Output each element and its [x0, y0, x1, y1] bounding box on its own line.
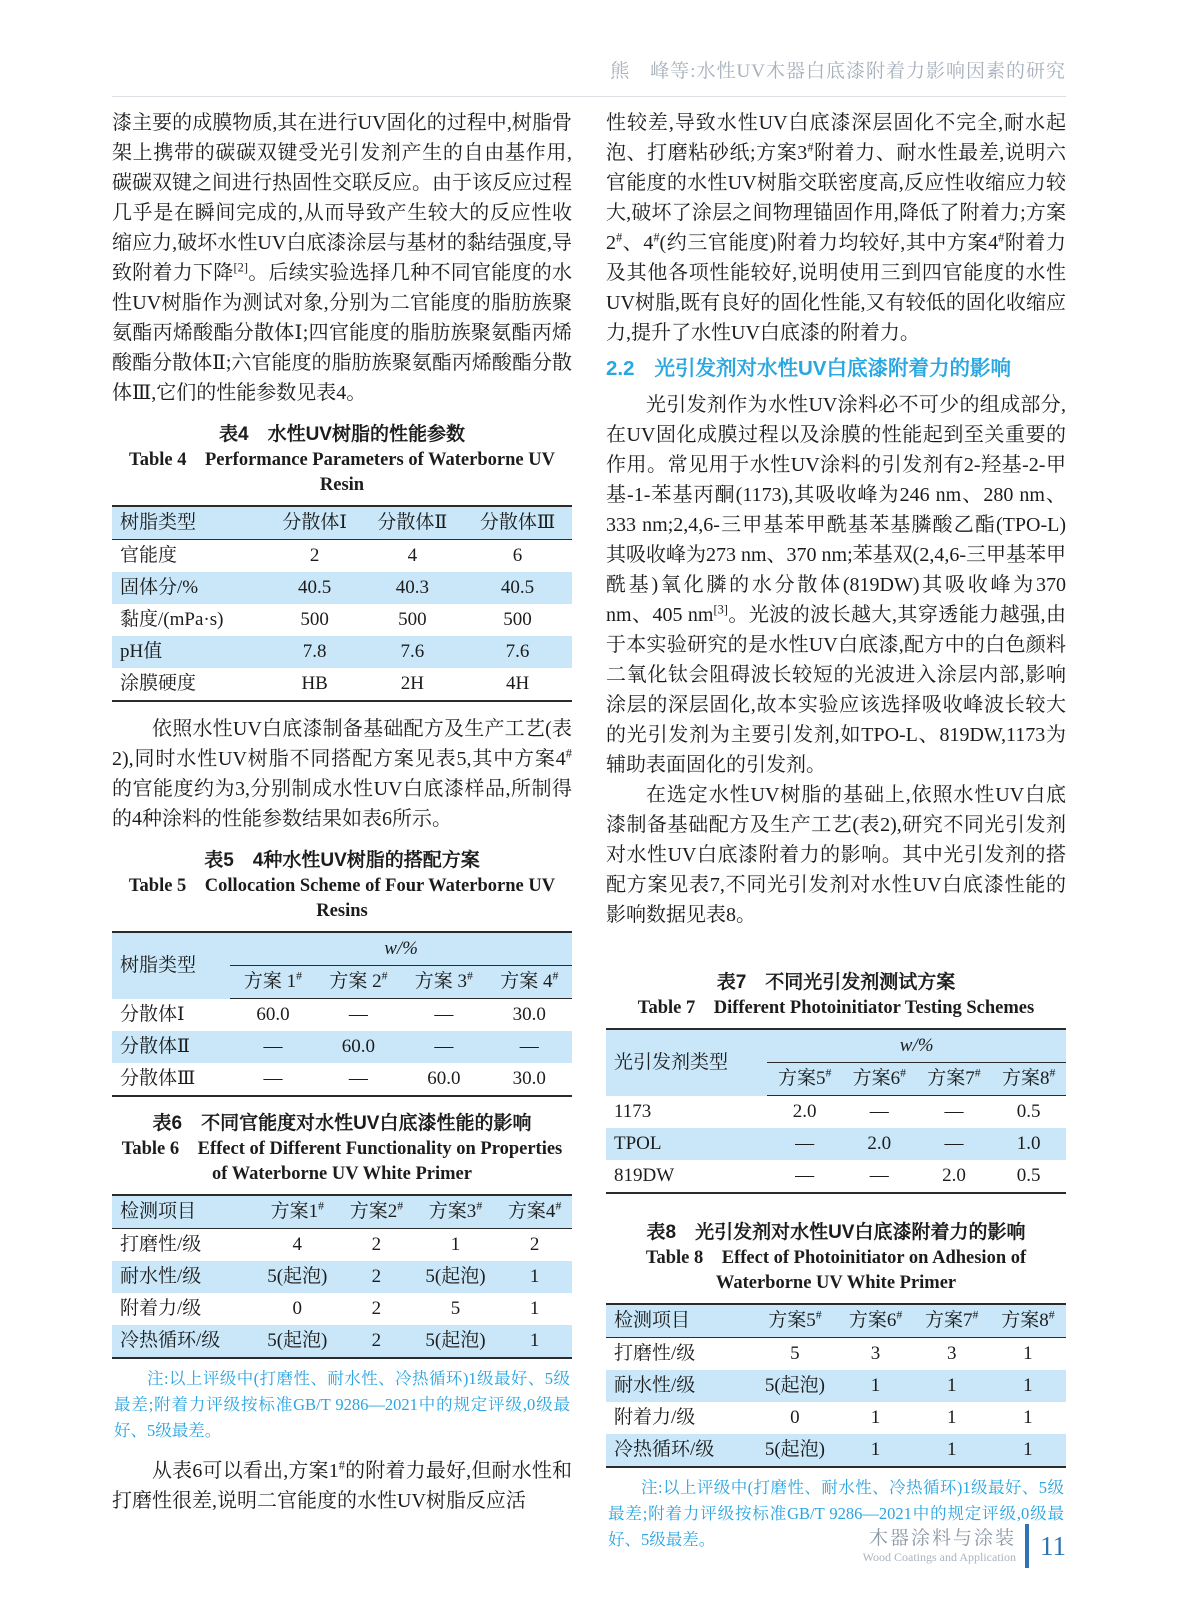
table-row: [606, 1128, 1066, 1160]
table-cell: —: [434, 1004, 454, 1025]
table-cell: 方案 3#: [401, 966, 486, 999]
paragraph-conclusion-continued: 性较差,导致水性UV白底漆深层固化不完全,耐水起泡、打磨粘砂纸;方案3#附着力、耐水性最差,说明六官能度的水性UV树脂交联密度高,反应性收缩应力较大,破坏了涂层之间物理锚固作用,降低了附着力;方案2#、4#(约三官能度)附着力均较好,其中方案4#附着力及其他各项性能较好,说明使用三到四官能度的水性UV树脂,既有良好的固化性能,又有较低的固化收缩应力,提升了水性UV白底漆的附着力。: [606, 112, 1067, 344]
page-number: 11: [1040, 1530, 1066, 1561]
table-cell: 方案8#: [991, 1063, 1066, 1096]
table-cell: 4: [407, 545, 418, 566]
table-row: [112, 1325, 572, 1358]
table-cell: 2: [371, 1234, 382, 1255]
table-cell: —: [263, 1068, 283, 1089]
table7-photoinitiator-schemes: [606, 1028, 1066, 1194]
table-cell: 1: [1023, 1343, 1033, 1364]
table-cell: 5(起泡): [764, 1375, 825, 1396]
table-cell: 黏度/(mPa·s): [120, 609, 224, 630]
table-cell: 方案3#: [414, 1195, 498, 1229]
table-cell: 冷热循环/级: [120, 1330, 221, 1351]
table-cell: 5(起泡): [267, 1266, 328, 1287]
table-cell: —: [944, 1133, 964, 1154]
table-cell: 500: [503, 609, 532, 630]
table-cell: 方案7#: [917, 1063, 992, 1096]
table-cell: 1: [1023, 1375, 1033, 1396]
table-cell: 附着力/级: [614, 1407, 696, 1428]
table-cell: 60.0: [341, 1036, 376, 1057]
table4-caption-en: Table 4 Performance Parameters of Waterborne UV Resin: [129, 450, 555, 495]
table5-caption-zh: 表5 4种水性UV树脂的搭配方案: [204, 850, 480, 871]
table-cell: 分散体Ⅰ: [120, 1003, 185, 1025]
table-cell: 5: [790, 1343, 800, 1364]
table-cell: 4: [292, 1234, 303, 1255]
table-row: [112, 1031, 572, 1063]
table-cell: 官能度: [120, 545, 178, 566]
table-cell: 2.0: [942, 1165, 966, 1186]
table-cell: —: [263, 1036, 283, 1057]
table-cell: 1: [946, 1375, 957, 1396]
table-cell: 0.5: [1016, 1165, 1041, 1186]
table-cell: 附着力/级: [120, 1298, 202, 1319]
table-cell: 1: [870, 1439, 881, 1460]
table-cell: 方案6#: [837, 1304, 913, 1338]
table-cell: 2: [529, 1234, 540, 1255]
table8-caption-zh: 表8 光引发剂对水性UV白底漆附着力的影响: [646, 1222, 1026, 1243]
table-cell: 2.0: [867, 1133, 892, 1154]
table-cell: 1173: [614, 1100, 652, 1122]
table-cell: —: [795, 1165, 815, 1186]
table-cell: 5(起泡): [425, 1266, 486, 1287]
table-cell: 2: [371, 1330, 382, 1351]
table-cell: 1: [529, 1330, 540, 1351]
table6-caption-zh: 表6 不同官能度对水性UV白底漆性能的影响: [152, 1113, 532, 1134]
table-cell: 0: [292, 1298, 303, 1319]
table-cell: HB: [301, 673, 328, 694]
journal-name-en: Wood Coatings and Application: [862, 1549, 1016, 1564]
table-cell: 1: [529, 1298, 540, 1319]
table6-functionality-effect: [112, 1194, 572, 1359]
table-cell: 7.6: [400, 641, 425, 662]
table-row: [112, 1261, 572, 1293]
table-cell: 分散体Ⅱ: [362, 506, 463, 540]
table-cell: —: [869, 1165, 889, 1186]
table-cell: 方案5#: [767, 1063, 842, 1096]
table-cell: —: [519, 1036, 539, 1057]
table-cell: 1: [946, 1407, 957, 1428]
table-cell: 2: [309, 545, 320, 566]
table-cell: 40.3: [395, 577, 430, 598]
table8-rating-note: 注:以上评级中(打磨性、耐水性、冷热循环)1级最好、5级最差;附着力评级按标准GB/T 9286—2021中的规定评级,0级最好、5级最差。: [608, 1478, 1064, 1549]
table-cell: 方案 1#: [230, 966, 315, 999]
table-cell: 分散体Ⅲ: [120, 1068, 196, 1089]
table-cell: 2: [371, 1266, 382, 1287]
table-cell: pH值: [120, 641, 163, 662]
table5-caption-en: Table 5 Collocation Scheme of Four Waterborne UV Resins: [128, 876, 556, 921]
table-row: [606, 1338, 1066, 1371]
table8-caption-en: Table 8 Effect of Photoinitiator on Adhesion of Waterborne UV White Primer: [645, 1248, 1027, 1293]
table7-caption-zh: 表7 不同光引发剂测试方案: [716, 972, 956, 993]
page-footer: [863, 1524, 1066, 1568]
table-row: [606, 1434, 1066, 1467]
table-cell: —: [944, 1101, 964, 1122]
table-row: [606, 1096, 1066, 1129]
table8-caption: [612, 1220, 1060, 1296]
table-row: [606, 1160, 1066, 1193]
table6-caption: [118, 1111, 566, 1187]
table-cell: w/%: [230, 932, 572, 966]
table-cell: 30.0: [512, 1068, 546, 1089]
section-title: 光引发剂对水性UV白底漆附着力的影响: [654, 357, 1011, 380]
table-cell: 5(起泡): [764, 1439, 825, 1460]
table-cell: 分散体Ⅱ: [120, 1036, 190, 1057]
table-cell: 检测项目: [112, 1195, 256, 1229]
table-cell: 方案6#: [842, 1063, 917, 1096]
table-row: [112, 1229, 572, 1262]
table-row: [112, 668, 572, 701]
table-cell: 30.0: [512, 1004, 546, 1025]
left-column: [112, 108, 572, 1516]
table-cell: 500: [398, 609, 427, 630]
table-cell: 40.5: [500, 577, 535, 598]
two-column-layout: [112, 108, 1066, 1557]
footer-divider-bar: [1025, 1524, 1029, 1568]
table-cell: 2H: [400, 673, 424, 694]
table-cell: 40.5: [298, 577, 332, 598]
table-row: [606, 1370, 1066, 1402]
table-cell: 分散体Ⅲ: [463, 506, 572, 540]
table-cell: 0.5: [1016, 1101, 1041, 1122]
table-cell: 1: [450, 1234, 461, 1255]
table-cell: 方案7#: [914, 1304, 990, 1338]
table7-caption: [612, 970, 1060, 1021]
table-cell: 1: [870, 1407, 881, 1428]
table-row: [112, 604, 572, 636]
table-cell: 固体分/%: [120, 577, 199, 598]
table-cell: 检测项目: [606, 1304, 752, 1338]
table-cell: 2: [371, 1298, 382, 1319]
table-cell: 1: [529, 1266, 540, 1287]
table8-photoinitiator-adhesion: [606, 1303, 1066, 1468]
table-cell: 树脂类型: [120, 954, 197, 976]
table-cell: —: [795, 1133, 815, 1154]
paragraph-photoinitiator: 光引发剂作为水性UV涂料必不可少的组成部分,在UV固化成膜过程以及涂膜的性能起到至关重要的作用。常见用于水性UV涂料的引发剂有2-羟基-2-甲基-1-苯基丙酮(1173),其吸收峰为246 nm、280 nm、333 nm;2,4,6-三甲基苯甲酰基苯基膦酸乙酯(TPO-L)其吸收峰为273 nm、370 nm;苯基双(2,4,6-三甲基苯甲酰基)氧化膦的水分散体(819DW)其吸收峰为370 nm、405 nm[3]。光波的波长越大,其穿透能力越强,由于本实验研究的是水性UV白底漆,配方中的白色颜料二氧化钛会阻碍波长较短的光波进入涂层内部,影响涂层的深层固化,故本实验应该选择吸收峰波长较大的光引发剂为主要引发剂,如TPO-L、819DW,1173为辅助表面固化的引发剂。: [606, 394, 1066, 776]
table-cell: 500: [300, 609, 329, 630]
table-cell: 5(起泡): [267, 1330, 328, 1351]
table-cell: 1: [946, 1439, 957, 1460]
table-cell: —: [869, 1101, 889, 1122]
table-cell: 1.0: [1016, 1133, 1041, 1154]
table-cell: 5(起泡): [425, 1330, 486, 1351]
table-row: [112, 572, 572, 604]
table-cell: 方案 4#: [487, 966, 572, 999]
table4-caption-zh: 表4 水性UV树脂的性能参数: [219, 424, 465, 445]
section-number: 2.2: [606, 357, 635, 380]
table-cell: 打磨性/级: [120, 1234, 202, 1255]
table-cell: 方案5#: [752, 1304, 837, 1338]
table-cell: 打磨性/级: [614, 1343, 696, 1364]
table-cell: 方案4#: [497, 1195, 572, 1229]
table-cell: 3: [946, 1343, 957, 1364]
table-cell: 60.0: [427, 1068, 461, 1089]
right-column: [606, 108, 1066, 1557]
table-cell: 60.0: [256, 1004, 290, 1025]
table-cell: 分散体Ⅰ: [268, 506, 362, 540]
table6-caption-en: Table 6 Effect of Different Functionality on Properties of Waterborne UV White Primer: [121, 1139, 563, 1184]
table-cell: 方案2#: [339, 1195, 414, 1229]
table-cell: 树脂类型: [112, 506, 268, 540]
section-heading-2-2: [606, 355, 1066, 383]
table-cell: —: [434, 1036, 454, 1057]
table-cell: 4H: [505, 673, 530, 694]
table-cell: 方案1#: [256, 1195, 340, 1229]
table-cell: 1: [1023, 1407, 1033, 1428]
table-cell: 819DW: [614, 1165, 675, 1186]
table5-collocation-scheme: [112, 931, 572, 1097]
paragraph-uv-curing: 漆主要的成膜物质,其在进行UV固化的过程中,树脂骨架上携带的碳碳双键受光引发剂产生的自由基作用,碳碳双键之间进行热固性交联反应。由于该反应过程几乎是在瞬间完成的,从而导致产生较大的反应性收缩应力,破坏水性UV白底漆涂层与基材的黏结强度,导致附着力下降[2]。后续实验选择几种不同官能度的水性UV树脂作为测试对象,分别为二官能度的脂肪族聚氨酯丙烯酸酯分散体Ⅰ;四官能度的脂肪族聚氨酯丙烯酸酯分散体Ⅱ;六官能度的脂肪族聚氨酯丙烯酸酯分散体Ⅲ,它们的性能参数见表4。: [112, 112, 573, 404]
table-cell: 3: [870, 1343, 881, 1364]
table-cell: 光引发剂类型: [614, 1051, 729, 1073]
table4-caption: [118, 422, 566, 498]
paragraph-table6-conclusion: 从表6可以看出,方案1#的附着力最好,但耐水性和打磨性很差,说明二官能度的水性UV树脂反应活: [112, 1458, 573, 1512]
table-cell: 5: [450, 1298, 461, 1319]
table-row: [112, 540, 572, 573]
table-cell: 2.0: [792, 1101, 817, 1122]
table-row: [606, 1402, 1066, 1434]
table-cell: 方案8#: [990, 1304, 1066, 1338]
table-row: [112, 1293, 572, 1325]
table-row: [112, 636, 572, 668]
table-cell: 7.8: [302, 641, 327, 662]
table-cell: TPOL: [614, 1133, 662, 1154]
table7-caption-en: Table 7 Different Photoinitiator Testing Schemes: [637, 998, 1035, 1018]
journal-name-zh: 木器涂料与涂装: [868, 1527, 1016, 1549]
paragraph-collocation: 依照水性UV白底漆制备基础配方及生产工艺(表2),同时水性UV树脂不同搭配方案见表5,其中方案4#的官能度约为3,分别制成水性UV白底漆样品,所制得的4种涂料的性能参数结果如表6所示。: [112, 718, 572, 830]
journal-name-block: [863, 1528, 1016, 1565]
table-row: [112, 1063, 572, 1096]
table-cell: 方案 2#: [316, 966, 401, 999]
table-cell: —: [348, 1004, 368, 1025]
table-cell: 7.6: [505, 641, 530, 662]
table-cell: w/%: [767, 1029, 1066, 1063]
table-row: [112, 999, 572, 1032]
table-cell: 1: [1023, 1439, 1033, 1460]
table-cell: 耐水性/级: [614, 1375, 696, 1396]
table-cell: —: [348, 1068, 368, 1089]
table-cell: 涂膜硬度: [120, 673, 197, 694]
table-cell: 耐水性/级: [120, 1266, 202, 1287]
running-head: 熊 峰等:水性UV木器白底漆附着力影响因素的研究: [112, 56, 1066, 97]
paragraph-testing-plan: 在选定水性UV树脂的基础上,依照水性UV白底漆制备基础配方及生产工艺(表2),研究不同光引发剂对水性UV白底漆附着力的影响。其中光引发剂的搭配方案见表7,不同光引发剂对水性UV白底漆性能的影响数据见表8。: [606, 784, 1066, 926]
table5-caption: [118, 848, 566, 924]
table-cell: 6: [512, 545, 523, 566]
table6-rating-note: 注:以上评级中(打磨性、耐水性、冷热循环)1级最好、5级最差;附着力评级按标准GB/T 9286—2021中的规定评级,0级最好、5级最差。: [114, 1369, 570, 1440]
table4-performance-parameters: [112, 505, 572, 702]
table-cell: 1: [870, 1375, 881, 1396]
table-cell: 0: [790, 1407, 800, 1428]
table-cell: 冷热循环/级: [614, 1439, 715, 1460]
